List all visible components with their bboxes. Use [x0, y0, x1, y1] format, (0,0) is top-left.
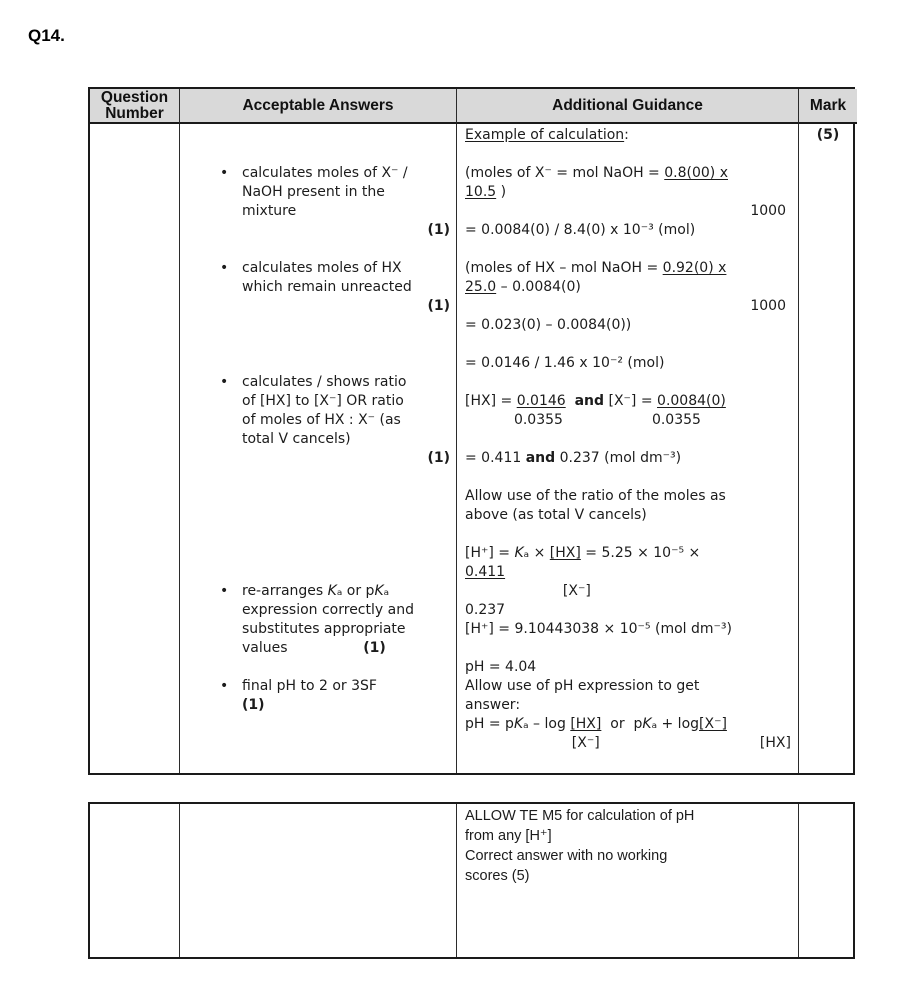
text-line: = 0.0146 / 1.46 x 10⁻² (mol) [465, 355, 665, 371]
mark-cell-2 [799, 804, 857, 957]
continuation-table [88, 802, 855, 959]
text-line [180, 487, 456, 506]
text-line: 25.0 – 0.0084(0) [465, 279, 581, 295]
text-line: 1000 [750, 298, 786, 314]
text-line: (moles of HX – mol NaOH = 0.92(0) x [465, 260, 727, 276]
header-additional-guidance-label: Additional Guidance [552, 96, 703, 114]
text-line [180, 468, 456, 487]
header-question-number-label: Question Number [100, 88, 169, 122]
text-line: expression correctly and [242, 602, 414, 618]
text-line [457, 240, 798, 259]
bullet-line: • calculates moles of X⁻ / [180, 164, 456, 183]
question-number-cell-2 [90, 804, 180, 957]
text-line: [X⁻] [465, 583, 591, 599]
text-line [457, 145, 798, 164]
text-line [457, 373, 798, 392]
text-line: Allow use of pH expression to get [465, 678, 700, 694]
text-line: NaOH present in the [242, 184, 385, 200]
text-line: from any [H⁺] [465, 828, 552, 844]
text-line [180, 563, 456, 582]
acceptable-answers-cell [180, 124, 457, 773]
text-line: values (1) [242, 640, 386, 656]
text-line: pH = 4.04 [465, 659, 537, 675]
question-label: Q14. [28, 26, 65, 45]
header-question-number [90, 89, 180, 124]
text-line: pH = pKₐ – log [HX] or pKₐ + log[X⁻] [465, 716, 727, 732]
text-line: 10.5 ) [465, 184, 507, 200]
text-line: 0.237 [465, 602, 506, 618]
header-acceptable-answers [180, 89, 457, 124]
mark-scheme-table [88, 87, 855, 775]
text-line [180, 145, 456, 164]
mark-cell [799, 124, 857, 773]
text-line: = 0.023(0) – 0.0084(0)) [465, 317, 632, 333]
text-line: answer: [465, 697, 521, 713]
tables-area [88, 87, 855, 959]
text-line: above (as total V cancels) [465, 507, 647, 523]
text-line: [X⁻] [HX] [465, 735, 791, 751]
text-line [457, 525, 798, 544]
acceptable-answers-cell-2 [180, 804, 457, 957]
text-line: mixture [242, 203, 297, 219]
text-line: (1) [242, 697, 265, 713]
text-line: of [HX] to [X⁻] OR ratio [242, 393, 404, 409]
text-line: which remain unreacted [242, 279, 412, 295]
mark-value: (5) [816, 127, 840, 143]
additional-guidance-cell [457, 124, 799, 773]
text-line [180, 506, 456, 525]
text-line: scores (5) [465, 868, 530, 884]
header-acceptable-answers-label: Acceptable Answers [242, 96, 394, 114]
header-additional-guidance [457, 89, 799, 124]
text-line: Allow use of the ratio of the moles as [465, 488, 726, 504]
additional-guidance-cell-2 [457, 804, 799, 957]
bullet-line: • calculates / shows ratio [180, 373, 456, 392]
header-mark-label: Mark [809, 96, 847, 114]
text-line: ALLOW TE M5 for calculation of pH [465, 808, 695, 824]
header-mark [799, 89, 857, 124]
text-line: (1) [427, 222, 450, 238]
text-line [180, 240, 456, 259]
text-line [180, 544, 456, 563]
text-line [180, 316, 456, 335]
bullet-line: • calculates moles of HX [180, 259, 456, 278]
text-line [457, 468, 798, 487]
text-line: 0.411 [465, 564, 506, 580]
text-line: total V cancels) [242, 431, 351, 447]
text-line [180, 658, 456, 677]
text-line [180, 126, 456, 145]
text-line [180, 354, 456, 373]
text-line: 1000 [750, 203, 786, 219]
text-line [180, 525, 456, 544]
text-line [180, 335, 456, 354]
text-line [457, 639, 798, 658]
text-line: = 0.411 and 0.237 (mol dm⁻³) [465, 450, 682, 466]
text-line: = 0.0084(0) / 8.4(0) x 10⁻³ (mol) [465, 222, 696, 238]
text-line: [H⁺] = Kₐ × [HX] = 5.25 × 10⁻⁵ × [465, 545, 701, 561]
text-line: (1) [427, 450, 450, 466]
text-line: (1) [427, 298, 450, 314]
text-line: of moles of HX : X⁻ (as [242, 412, 401, 428]
bullet-line: • final pH to 2 or 3SF [180, 677, 456, 696]
bullet-line: • re-arranges Kₐ or pKₐ [180, 582, 456, 601]
text-line: 0.0355 0.0355 [465, 412, 701, 428]
text-line: Example of calculation: [465, 127, 629, 143]
question-number-cell [90, 124, 180, 773]
text-line [457, 335, 798, 354]
text-line [457, 430, 798, 449]
text-line: [H⁺] = 9.10443038 × 10⁻⁵ (mol dm⁻³) [465, 621, 732, 637]
text-line: [HX] = 0.0146 and [X⁻] = 0.0084(0) [465, 393, 726, 409]
text-line: Correct answer with no working [465, 848, 668, 864]
text-line: substitutes appropriate [242, 621, 406, 637]
text-line: (moles of X⁻ = mol NaOH = 0.8(00) x [465, 165, 728, 181]
